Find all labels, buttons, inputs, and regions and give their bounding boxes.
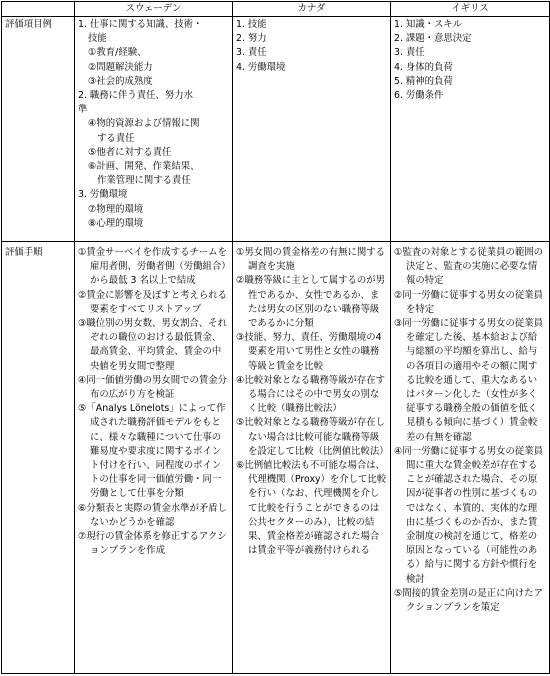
procedure-step: ④同一価値労働の男女間での賃金分布の広がり方を検証: [78, 374, 228, 401]
list-item: 準: [78, 104, 88, 116]
header-canada: カナダ: [233, 2, 391, 17]
list-item: ⑦物理的環境: [88, 203, 144, 215]
row-label-evaluation-procedure: 評価手順: [2, 242, 75, 674]
procedure-step: ②同一労働に従事する男女の従業員を特定: [394, 289, 544, 315]
procedure-step: ⑥分類表と実際の賃金水準が矛盾しないかどうかを確認: [78, 502, 228, 528]
list-item: 2. 課題・意思決定: [394, 33, 472, 45]
procedure-step: ①男女間の賃金格差の有無に関する調査を実施: [236, 247, 386, 273]
comparison-table: [1, 1, 550, 674]
list-item: 1. 技能: [236, 19, 267, 30]
list-item: 2. 職務に伴う責任、努力水: [78, 90, 194, 102]
cell-uk-items: [391, 17, 550, 242]
list-item: ⑤他者に対する責任: [88, 146, 172, 158]
cell-canada-procedure: [233, 242, 391, 674]
procedure-step: ③技能、努力、責任、労働環境の4要素を用いて男性と女性の職務等級と賃金を比較: [236, 332, 382, 372]
list-item: ④物的資源および情報に関: [88, 118, 200, 130]
header-sweden: スウェーデン: [75, 2, 233, 17]
list-item: ②問題解決能力: [88, 61, 153, 73]
procedure-step: ⑦現行の賃金体系を修正するアクションプランを作成: [78, 531, 227, 557]
list-item: 4. 労働環境: [236, 61, 286, 73]
procedure-step: ②職務等級に主として属するのが男性であるか、女性であるか、または男女の区別のない職務等級であるかに分類: [236, 275, 386, 330]
list-item: する責任: [97, 132, 135, 144]
procedure-step: ⑥比例値比較法も不可能な場合は、代理機関（Proxy）を介して比較を行い（なお、代理機関を介して比較を行うことができるのは公共セクターのみ）、比較の結果、賃金格差が確認された場合は賃金平等が義務付けられる: [236, 460, 387, 557]
list-item: 6. 労働条件: [394, 90, 444, 102]
table-row-evaluation-procedure: [2, 242, 550, 674]
cell-uk-procedure: [391, 242, 550, 674]
header-uk: イギリス: [391, 2, 550, 17]
table-header-row: [2, 2, 550, 17]
procedure-step: ②賃金に影響を及ぼすと考えられる要素をすべてリストアップ: [78, 289, 228, 315]
list-item: 作業管理に関する責任: [97, 175, 191, 187]
list-item: 技能: [88, 33, 107, 45]
row-label-evaluation-items: 評価項目例: [2, 17, 75, 242]
procedure-step: ③同一労働に従事する男女の従業員を確定した後、基本給および給与総額の平均額を算出し、給与の各項目の適用やその額に関する比較を通して、重大なあるいはパターン化した（女性が多く従事する職務全般の価値を低く見積もる傾向に基づく）賃金較差の有無を確認: [394, 318, 544, 443]
cell-sweden-items: [75, 17, 233, 242]
procedure-step: ①監査の対象とする従業員の範囲の決定と、監査の実施に必要な情報の特定: [394, 247, 544, 287]
list-item: 3. 労働環境: [78, 189, 128, 201]
list-item: ③社会的成熟度: [88, 75, 153, 87]
procedure-step: ⑤間接的賃金差別の是正に向けたアクションプランを策定: [394, 587, 544, 614]
list-item: 5. 精神的負荷: [394, 75, 453, 87]
header-corner: [2, 2, 75, 17]
list-item: ⑥計画、開発、作業結果、: [88, 161, 200, 173]
list-item: 4. 身体的負荷: [394, 61, 453, 73]
cell-canada-items: [233, 17, 391, 242]
procedure-step: ⑤比較対象となる職務等級が存在しない場合は比較可能な職務等級を設定して比較（比例値比較法）: [236, 417, 389, 457]
list-item: 3. 責任: [236, 47, 267, 59]
procedure-step: ④比較対象となる職務等級が存在する場合にはその中で男女の別なく比較（職務比較法）: [236, 374, 386, 415]
list-item: 1. 知識・スキル: [394, 19, 463, 30]
procedure-step: ④同一労働に従事する男女の従業員間に重大な賃金較差が存在することが確認された場合、その原因が従事者の性別に基づくものではなく、本質的、実体的な理由に基づくものか否か、また賃金制度の検討を通じて、格差の原因となっている（可能性のある）給与に関する方針や慣行を検討: [394, 445, 544, 585]
list-item: 3. 責任: [394, 47, 425, 59]
procedure-step: ⑤「Analys Lönelots」によって作成された職務評価モデルをもとに、様々な職種について仕事の難易度や要求度に関するポイント付けを行い、同程度のポイントの仕事を同一価値労働・同一労働として仕事を分類: [78, 403, 226, 500]
list-item: ⑧心理的環境: [88, 217, 144, 229]
procedure-step: ①賃金サーベイを作成するチームを雇用者側、労働者側（労働組合）から最低 3 名以上で結成: [78, 247, 228, 287]
list-item: ①教育/経験、: [88, 47, 147, 59]
list-item: 1. 仕事に関する知識、技術・: [78, 19, 203, 30]
list-item: 2. 努力: [236, 33, 267, 45]
table-row-evaluation-items: [2, 17, 550, 242]
procedure-step: ③職位別の男女数、男女割合、それぞれの職位のおける最低賃金、最高賃金、平均賃金、賃金の中央値を男女間で整理: [78, 318, 228, 372]
cell-sweden-procedure: [75, 242, 233, 674]
